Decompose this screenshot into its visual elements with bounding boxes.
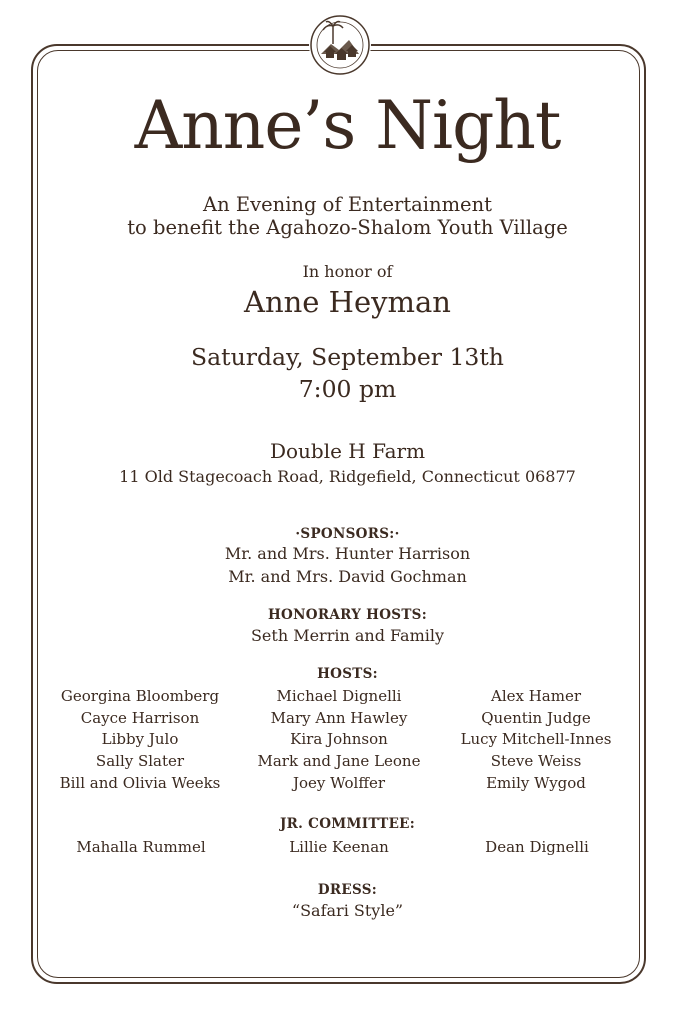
subtitle-line-2: to benefit the Agahozo-Shalom Youth Village: [127, 216, 568, 239]
venue-name: Double H Farm: [269, 439, 426, 463]
host-name: Mark and Jane Leone: [257, 752, 421, 771]
hosts-column-2: [229, 686, 449, 794]
jr-committee-heading: JR. COMMITTEE:: [279, 816, 416, 832]
village-seal-icon: [309, 14, 371, 76]
honorary-host-name: Seth Merrin and Family: [250, 626, 445, 645]
host-name: Bill and Olivia Weeks: [59, 773, 221, 792]
host-name: Lucy Mitchell-Innes: [460, 730, 612, 749]
host-name: Kira Johnson: [290, 730, 388, 749]
jr-committee-name: Lillie Keenan: [289, 838, 389, 856]
host-name: Emily Wygod: [486, 773, 586, 792]
host-name: Cayce Harrison: [80, 708, 200, 727]
host-name: Alex Hamer: [490, 687, 582, 705]
hosts-column-1: [30, 686, 250, 794]
event-time: 7:00 pm: [298, 375, 397, 403]
event-title: Anne’s Night: [134, 87, 561, 164]
honor-label: In honor of: [302, 262, 393, 281]
event-date: Saturday, September 13th: [191, 343, 504, 371]
sponsors-heading: ·SPONSORS:·: [295, 526, 400, 542]
host-name: Joey Wolffer: [292, 773, 386, 792]
sponsor-name: Mr. and Mrs. Hunter Harrison: [224, 544, 471, 563]
host-name: Mary Ann Hawley: [270, 708, 408, 727]
hosts-column-3: [426, 686, 646, 794]
jr-committee-name: Mahalla Rummel: [76, 838, 206, 856]
dress-heading: DRESS:: [317, 882, 378, 898]
host-name: Steve Weiss: [490, 752, 582, 771]
subtitle-line-1: An Evening of Entertainment: [203, 193, 492, 216]
host-name: Georgina Bloomberg: [60, 687, 220, 705]
host-name: Libby Julo: [101, 730, 179, 749]
host-name: Quentin Judge: [481, 708, 591, 727]
host-name: Michael Dignelli: [276, 687, 402, 705]
jr-committee-name: Dean Dignelli: [485, 838, 589, 856]
sponsor-name: Mr. and Mrs. David Gochman: [228, 567, 467, 586]
hosts-heading: HOSTS:: [317, 666, 378, 682]
venue-address: 11 Old Stagecoach Road, Ridgefield, Connecticut 06877: [119, 467, 576, 486]
honoree-name: Anne Heyman: [244, 285, 451, 319]
host-name: Sally Slater: [95, 752, 185, 771]
honorary-hosts-heading: HONORARY HOSTS:: [268, 607, 427, 623]
dress-code: “Safari Style”: [291, 901, 404, 920]
